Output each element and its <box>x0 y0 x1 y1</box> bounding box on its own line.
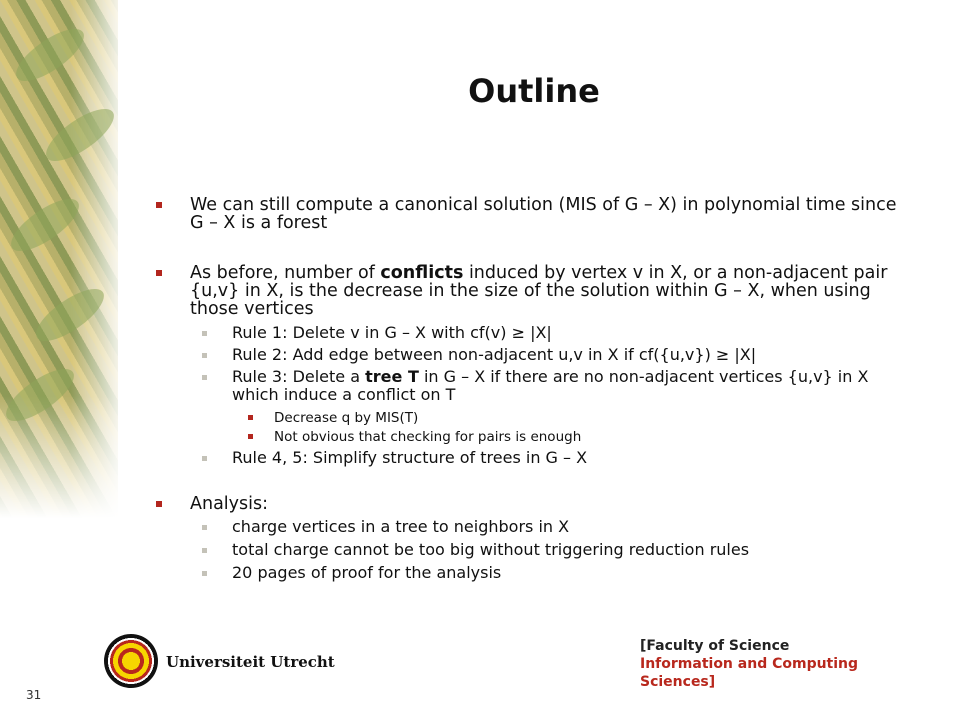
square-bullet-icon <box>202 456 207 461</box>
department-name: Information and Computing Sciences] <box>640 656 859 690</box>
square-bullet-icon <box>202 548 207 553</box>
bullet-text: Rule 3: Delete a tree T in G – X if there are no non-adjacent vertices {u,v} in X which induce a conflict on T <box>232 367 869 404</box>
faculty-label <box>640 637 930 691</box>
bullet-text: Decrease q by MIS(T) <box>274 410 419 426</box>
square-bullet-icon <box>202 525 207 530</box>
bullet-text: charge vertices in a tree to neighbors in X <box>232 517 570 536</box>
square-bullet-icon <box>156 501 162 507</box>
page-number: 31 <box>26 688 42 702</box>
square-bullet-icon <box>202 353 207 358</box>
bullet-text: Not obvious that checking for pairs is enough <box>274 429 582 445</box>
bullet-text: 20 pages of proof for the analysis <box>232 563 502 582</box>
square-bullet-icon <box>202 375 207 380</box>
bullet-text: Analysis: <box>190 494 268 514</box>
square-bullet-icon <box>202 331 207 336</box>
square-bullet-icon <box>202 571 207 576</box>
bullet-text: We can still compute a canonical solution (MIS of G – X) in polynomial time since G – X is a forest <box>190 195 897 233</box>
square-bullet-icon <box>248 434 253 439</box>
bullet-text: Rule 4, 5: Simplify structure of trees in G – X <box>232 448 588 467</box>
bullet-text: total charge cannot be too big without triggering reduction rules <box>232 540 750 559</box>
square-bullet-icon <box>248 415 253 420</box>
square-bullet-icon <box>156 202 162 208</box>
bullet-text: As before, number of conflicts induced by vertex v in X, or a non-adjacent pair {u,v} in X, is the decrease in the size of the solution within G – X, when using those vertices <box>190 263 888 319</box>
bullet-text: Rule 1: Delete v in G – X with cf(v) ≥ |X| <box>232 323 552 342</box>
bullet-text: Rule 2: Add edge between non-adjacent u,v in X if cf({u,v}) ≥ |X| <box>232 345 757 364</box>
university-seal-icon <box>104 634 158 688</box>
faculty-name: [Faculty of Science <box>640 638 790 654</box>
slide-title: Outline <box>468 72 600 110</box>
square-bullet-icon <box>156 270 162 276</box>
university-name: Universiteit Utrecht <box>166 653 335 671</box>
